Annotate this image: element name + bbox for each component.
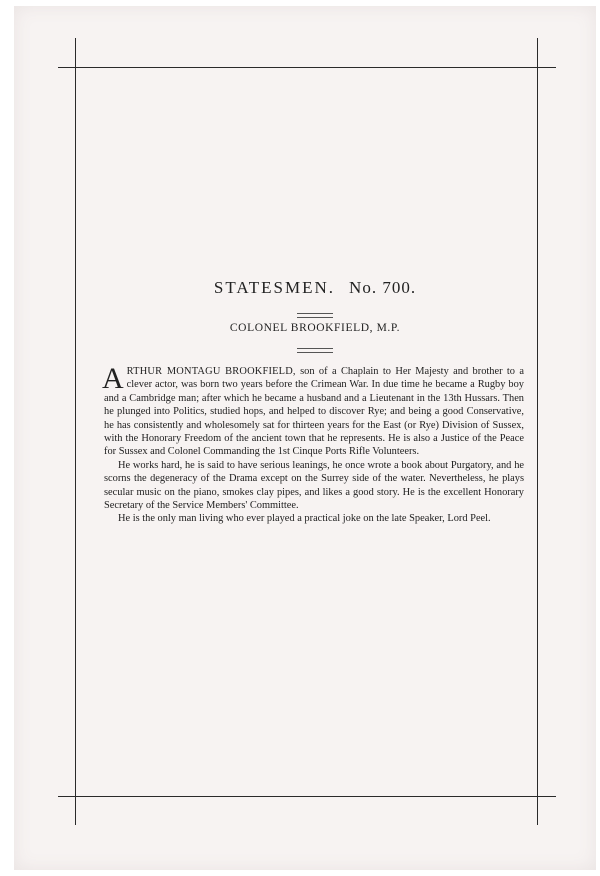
heading-number: No. 700. xyxy=(349,278,417,297)
paragraph-1-text: son of a Chaplain to Her Majesty and brother to a clever actor, was born two years before the Crimean War. In due time he became a Rugby boy and a Cambridge man; after which he became a husband and a Lieutenant in the 13th Hussars. Then he plunged into Politics, studied hops, and helped to discover Rye; and being a good Conservative, he has consistently and wholesomely sat for thirteen years for the East (or Rye) Division of Sussex, with the Honorary Freedom of the ancient town that he represents. He is also a Justice of the Peace for Sussex and Colonel Commanding the 1st Cinque Ports Rifle Volunteers. xyxy=(104,366,525,458)
paragraph-2: He works hard, he is said to have serious leanings, he once wrote a book about Purgatory, and he scorns the degeneracy of the Drama except on the Surrey side of the water. Nevertheless, he plays secular music on the piano, smokes clay pipes, and likes a good story. He is the excellent Honorary Secretary of the Service Members' Committee. xyxy=(104,459,524,512)
border-rule-top xyxy=(58,67,556,68)
ornament-rule-upper xyxy=(297,313,333,318)
border-rule-right xyxy=(537,38,538,825)
ornament-rule-lower xyxy=(297,348,333,353)
heading-title: STATESMEN. xyxy=(213,278,336,297)
page-heading xyxy=(75,278,555,298)
drop-cap: A xyxy=(102,362,124,395)
lead-caps: RTHUR MONTAGU BROOKFIELD, xyxy=(126,366,296,377)
subheading: COLONEL BROOKFIELD, M.P. xyxy=(229,322,401,334)
paragraph-3: He is the only man living who ever played a practical joke on the late Speaker, Lord Peel. xyxy=(118,513,491,525)
border-rule-left xyxy=(75,38,76,825)
paragraph-1 xyxy=(102,362,525,459)
article-body xyxy=(102,362,525,526)
border-rule-bottom xyxy=(58,796,556,797)
